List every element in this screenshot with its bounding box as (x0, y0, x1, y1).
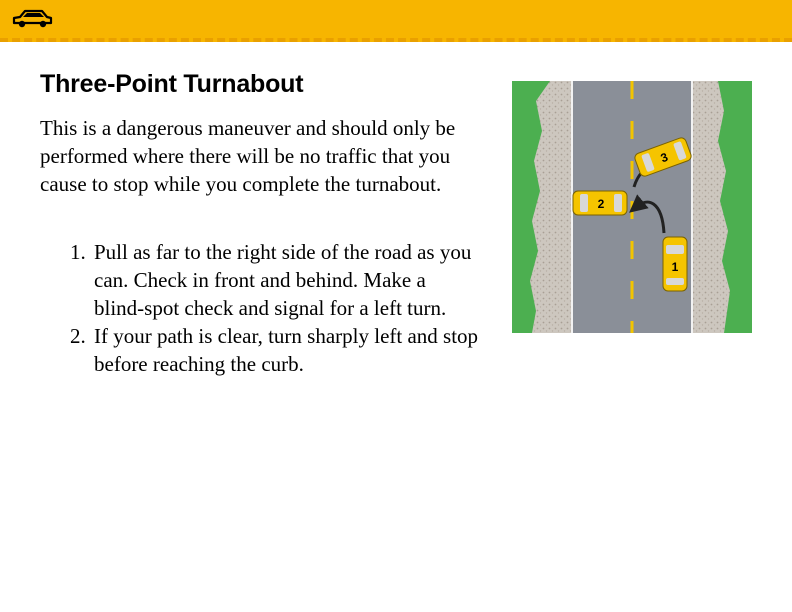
header-bar (0, 0, 792, 42)
list-item (40, 322, 480, 378)
intro-paragraph: This is a dangerous maneuver and should only be performed where there will be no traffic that you cause to stop while you complete the turnabout. (40, 116, 456, 196)
turnabout-diagram (512, 81, 752, 333)
header-bar-fill (0, 0, 792, 34)
car-3-label: 3 (658, 149, 670, 166)
slide-title: Three-Point Turnabout (40, 70, 304, 98)
step-text: If your path is clear, turn sharply left and stop before reaching the curb. (94, 324, 479, 376)
step-text: Pull as far to the right side of the road as you can. Check in front and behind. Make a blind-spot check and signal for a left turn. (94, 240, 472, 320)
car-1-label: 1 (671, 260, 679, 274)
step-number: 1. (70, 240, 86, 264)
step-number: 2. (70, 324, 86, 348)
car-1 (663, 237, 687, 291)
steps-list (40, 238, 480, 378)
car-icon (10, 8, 54, 30)
list-item (40, 238, 480, 322)
car-2-label: 2 (597, 197, 605, 211)
car-2 (573, 191, 627, 215)
